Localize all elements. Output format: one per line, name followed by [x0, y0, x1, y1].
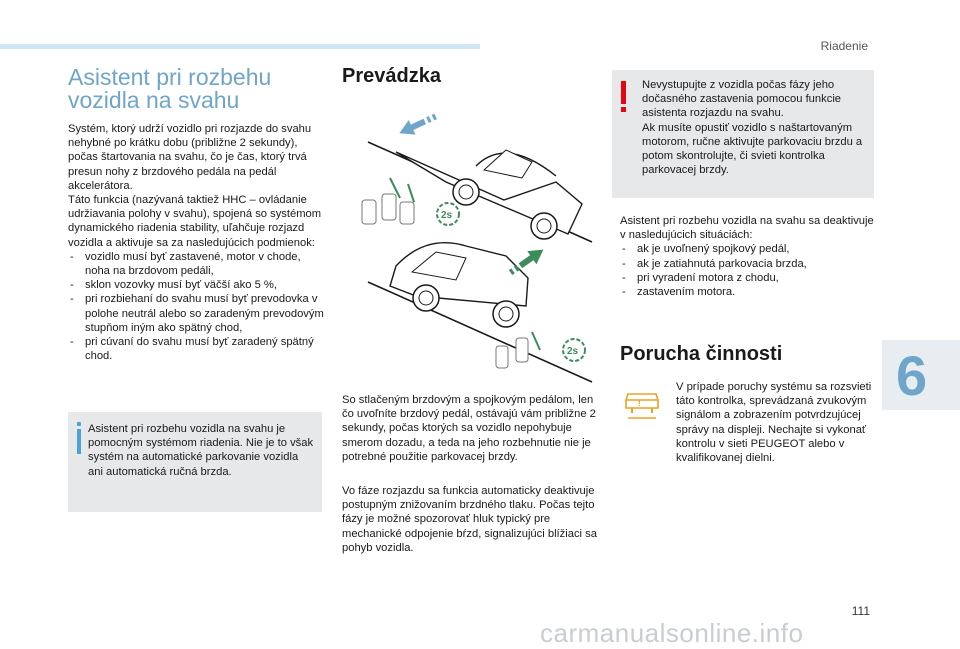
- info-note-box: [68, 412, 322, 512]
- hill-assist-warning-lamp-icon: [622, 386, 662, 426]
- pedals-released-icon: [496, 332, 540, 368]
- conditions-list: [68, 250, 326, 364]
- info-note-text: Asistent pri rozbehu vozidla na svahu je pomocným systémom riadenia. Nie je to však systém na automatické parkovanie vozidla ani automatická ručná brzda.: [88, 423, 314, 478]
- info-icon: [77, 422, 81, 454]
- running-header: Riadenie: [820, 39, 868, 53]
- page-number: 111: [851, 604, 870, 618]
- list-item: - ak je uvoľnený spojkový pedál,: [620, 242, 878, 256]
- list-item: - pri rozbiehaní do svahu musí byť prevodovka v polohe neutrál alebo so zaradeným prevodovým stupňom iným ako spätný chod,: [68, 292, 326, 335]
- warning-note-text: [642, 78, 870, 177]
- warning-exclamation-icon: [621, 81, 626, 113]
- deactivation-intro: Asistent pri rozbehu vozidla na svahu sa deaktivuje v nasledujúcich situáciách:: [620, 215, 874, 242]
- svg-text:!: !: [638, 399, 641, 408]
- header-accent-bar: [0, 44, 480, 49]
- arrow-forward-icon: [506, 243, 548, 279]
- list-item: - vozidlo musí byť zastavené, motor v chode, noha na brzdovom pedáli,: [68, 250, 326, 278]
- intro-paragraph: Systém, ktorý udrží vozidlo pri rozjazde do svahu nehybné po krátku dobu (približne 2 sekundy), počas štartovania na svahu, čo je čas, ktorý trvá presun nohy z brzdového pedála na pedál akcelerátora.: [68, 123, 312, 192]
- warning-note-box: [612, 70, 874, 198]
- pedals-pressed-icon: [362, 178, 414, 224]
- section-title-line-1: Asistent pri rozbehu: [68, 64, 272, 90]
- list-item: - sklon vozovky musí byť väčší ako 5 %,: [68, 278, 326, 292]
- car-moving-forward-scene: [368, 243, 592, 382]
- deactivation-block: [620, 214, 878, 299]
- fault-paragraph: V prípade poruchy systému sa rozsvieti táto kontrolka, sprevádzaná zvukovým signálom a zobrazením potvrdzujúcej správy na displeji. Nechajte si vykonať kontrolu v sieti PEUGEOT alebo v kvalifikovanej dielni.: [676, 381, 872, 465]
- svg-text:2s: 2s: [567, 346, 579, 357]
- arrow-back-icon: [396, 109, 439, 140]
- warning-note-line-2: Ak musíte opustiť vozidlo s naštartovaným motorom, ručne aktivujte parkovaciu brzdu a potom skontrolujte, či svieti kontrolka parkovacej brzdy.: [642, 121, 863, 177]
- hill-start-illustration: [356, 106, 604, 386]
- watermark: carmanualsonline.info: [540, 618, 804, 648]
- intro-block: [68, 122, 326, 363]
- hill-assist-icon: [437, 203, 459, 225]
- list-item: - pri vyradení motora z chodu,: [620, 271, 878, 285]
- section-title: [68, 66, 328, 112]
- operation-paragraph-1: So stlačeným brzdovým a spojkovým pedálom, len čo uvoľníte brzdový pedál, ostávajú vám približne 2 sekundy, počas ktorých sa vozidlo nepohybuje smerom dozadu, a teda na jeho rozbehnutie nie je potrebné použitie parkovacej brzdy.: [342, 394, 596, 463]
- intro-paragraph-2: Táto funkcia (nazývaná taktiež HHC – ovládanie udržiavania polohy v svahu), spojená so systémom dynamického riadenia stability, uľahčuje rozjazd vozidla a aktivuje sa za nasledujúcich podmienok:: [68, 194, 322, 249]
- svg-text:2s: 2s: [441, 210, 453, 221]
- operation-heading: Prevádzka: [342, 65, 441, 87]
- section-title-line-2: vozidla na svahu: [68, 87, 240, 113]
- warning-note-line-1: Nevystupujte z vozidla počas fázy jeho dočasného zastavenia pomocou funkcie asistenta rozjazdu na svahu.: [642, 79, 842, 120]
- hill-assist-icon-2: [563, 339, 585, 361]
- operation-paragraph-2: Vo fáze rozjazdu sa funkcia automaticky deaktivuje postupným znižovaním brzdného tlaku. Počas tejto fázy je možné spozorovať hluk typický pre mechanické odpojenie bŕzd, signalizujúci blížiaci sa pohyb vozidla.: [342, 485, 597, 554]
- list-item: - zastavením motora.: [620, 285, 878, 299]
- list-item: - ak je zatiahnutá parkovacia brzda,: [620, 257, 878, 271]
- deactivation-list: [620, 242, 878, 299]
- fault-heading: Porucha činnosti: [620, 343, 783, 365]
- list-item: - pri cúvaní do svahu musí byť zaradený spätný chod.: [68, 335, 326, 363]
- car-rolling-back-scene: [362, 109, 592, 242]
- chapter-number: 6: [896, 344, 928, 407]
